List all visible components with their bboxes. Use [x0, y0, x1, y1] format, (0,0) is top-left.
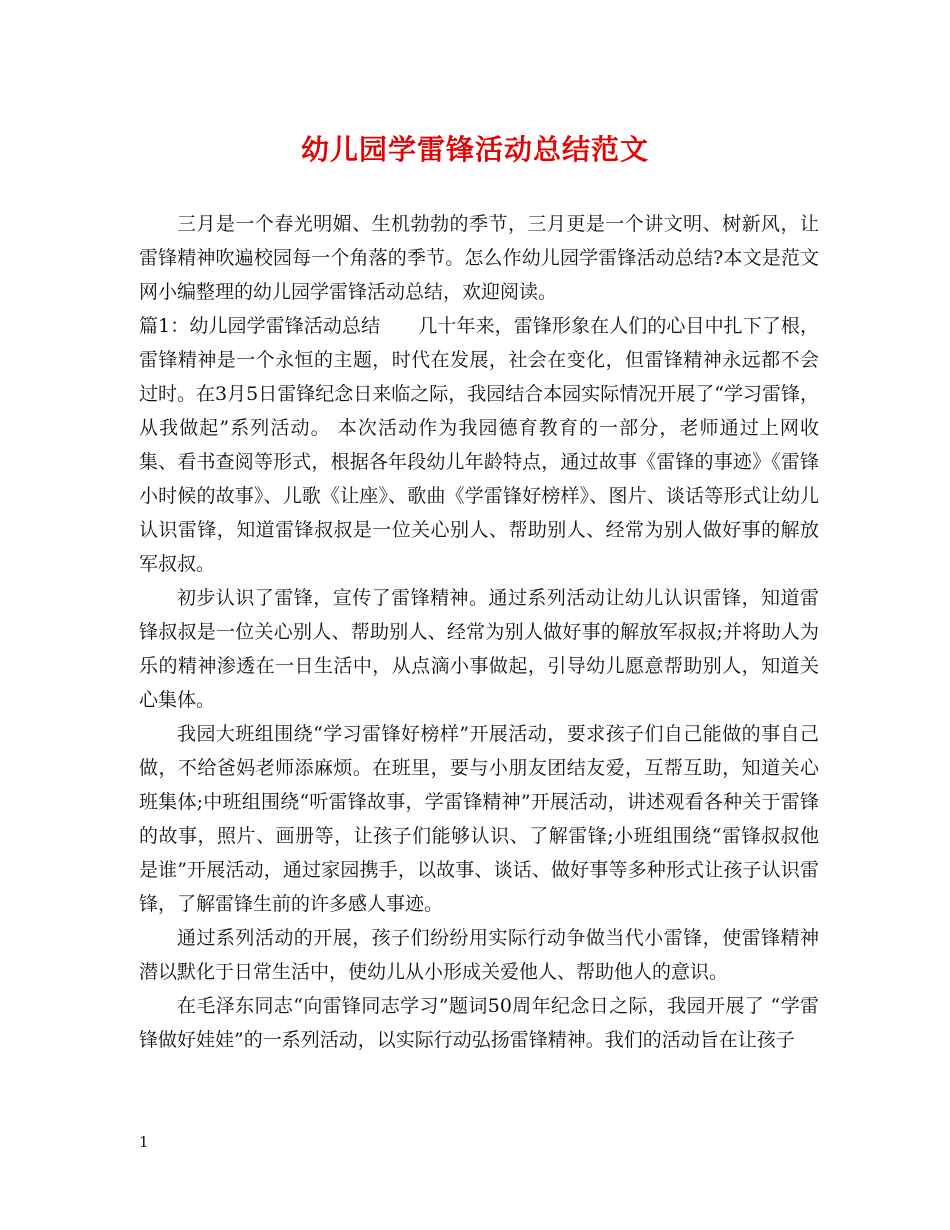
- body-paragraph: 我园大班组围绕“学习雷锋好榜样”开展活动，要求孩子们自己能做的事自己做，不给爸妈老师添麻烦。在班里，要与小朋友团结友爱，互帮互助，知道关心班集体;中班组围绕“听雷锋故事，学雷锋精神”开展活动，讲述观看各种关于雷锋的故事，照片、画册等，让孩子们能够认识、了解雷锋;小班组围绕“雷锋叔叔他是谁”开展活动，通过家园携手，以故事、谈话、做好事等多种形式让孩子认识雷锋，了解雷锋生前的许多感人事迹。: [139, 723, 819, 915]
- page-number: 1: [139, 1133, 149, 1151]
- body-paragraph: 在毛泽东同志“向雷锋同志学习”题词50周年纪念日之际，我园开展了 “学雷锋做好娃娃”的一系列活动，以实际行动弘扬雷锋精神。我们的活动旨在让孩子: [139, 995, 819, 1051]
- body-paragraph: 通过系列活动的开展，孩子们纷纷用实际行动争做当代小雷锋，使雷锋精神潜以默化于日常生活中，使幼儿从小形成关爱他人、帮助他人的意识。: [139, 927, 819, 983]
- body-paragraph: 初步认识了雷锋，宣传了雷锋精神。通过系列活动让幼儿认识雷锋，知道雷锋叔叔是一位关心别人、帮助别人、经常为别人做好事的解放军叔叔;并将助人为乐的精神渗透在一日生活中，从点滴小事做起，引导幼儿愿意帮助别人，知道关心集体。: [139, 587, 819, 711]
- section-1-paragraph: 篇1：幼儿园学雷锋活动总结 几十年来，雷锋形象在人们的心目中扎下了根，雷锋精神是一个永恒的主题，时代在发展，社会在变化，但雷锋精神永远都不会过时。在3月5日雷锋纪念日来临之际，我园结合本园实际情况开展了“学习雷锋，从我做起”系列活动。 本次活动作为我园德育教育的一部分，老师通过上网收集、看书查阅等形式，根据各年段幼儿年龄特点，通过故事《雷锋的事迹》《雷锋小时候的故事》、儿歌《让座》、歌曲《学雷锋好榜样》、图片、谈话等形式让幼儿认识雷锋，知道雷锋叔叔是一位关心别人、帮助别人、经常为别人做好事的解放军叔叔。: [139, 315, 819, 575]
- document-title: 幼儿园学雷锋活动总结范文: [300, 133, 649, 166]
- intro-paragraph: 三月是一个春光明媚、生机勃勃的季节，三月更是一个讲文明、树新风，让雷锋精神吹遍校园每一个角落的季节。怎么作幼儿园学雷锋活动总结?本文是范文网小编整理的幼儿园学雷锋活动总结，欢迎阅读。: [139, 213, 819, 303]
- document-body: [139, 207, 819, 1057]
